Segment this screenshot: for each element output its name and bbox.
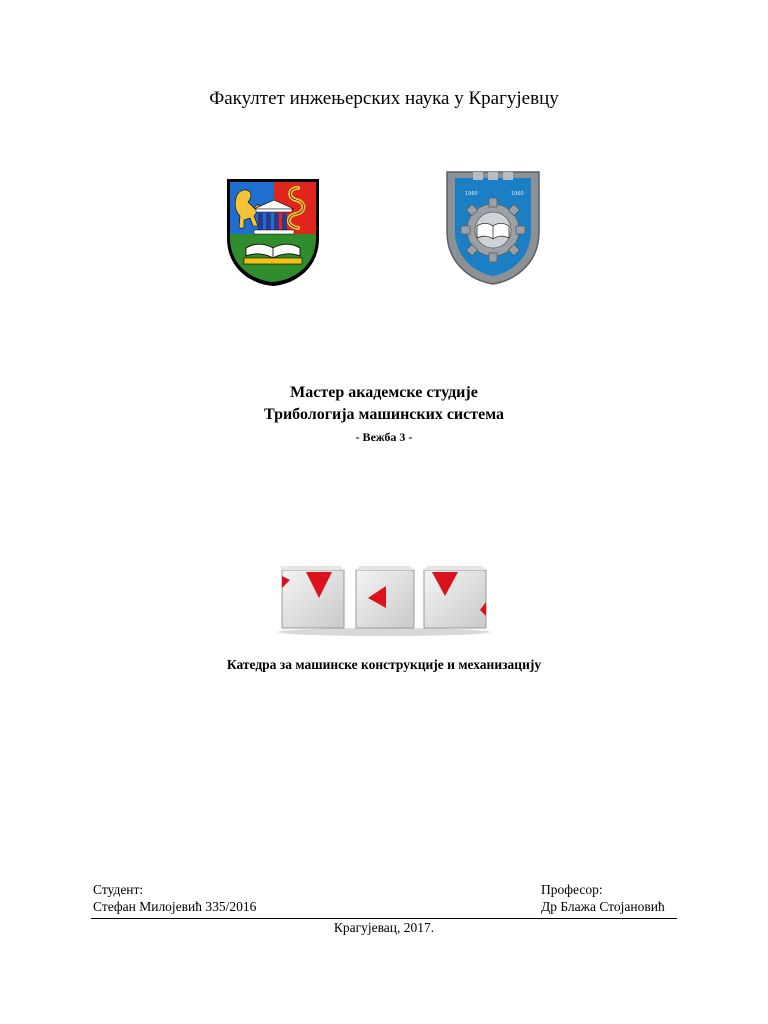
course-title: Трибологија машинских система — [264, 406, 504, 423]
cube-left — [280, 566, 344, 628]
department-name: Катедра за машинске конструкције и механизацију — [226, 657, 542, 672]
emblem-book-figure — [477, 223, 509, 239]
faculty-gear-book-emblem-icon — [443, 168, 543, 286]
cube-right — [424, 566, 486, 628]
faculty-name: Факултет инжењерских наука у Крагујевцу — [209, 88, 559, 109]
exercise-label: - Вежба 3 - — [355, 430, 413, 444]
university-crest-icon — [224, 176, 322, 288]
student-label: Студент: — [93, 882, 144, 897]
emblem-top-bars — [473, 172, 513, 180]
professor-label: Професор: — [541, 882, 603, 897]
red-white-cubes-icon — [276, 562, 492, 638]
city-year: Крагујевац, 2017. — [333, 920, 435, 935]
professor-name: Др Блажа Стојановић — [541, 899, 665, 914]
program-title: Мастер академске студије — [290, 384, 478, 401]
student-name: Стефан Милојевић 335/2016 — [93, 899, 257, 914]
emblem-year-right: 1960 — [511, 191, 524, 197]
emblem-year-left: 1960 — [465, 191, 478, 197]
footer-divider — [91, 918, 677, 919]
cube-middle — [356, 566, 414, 628]
